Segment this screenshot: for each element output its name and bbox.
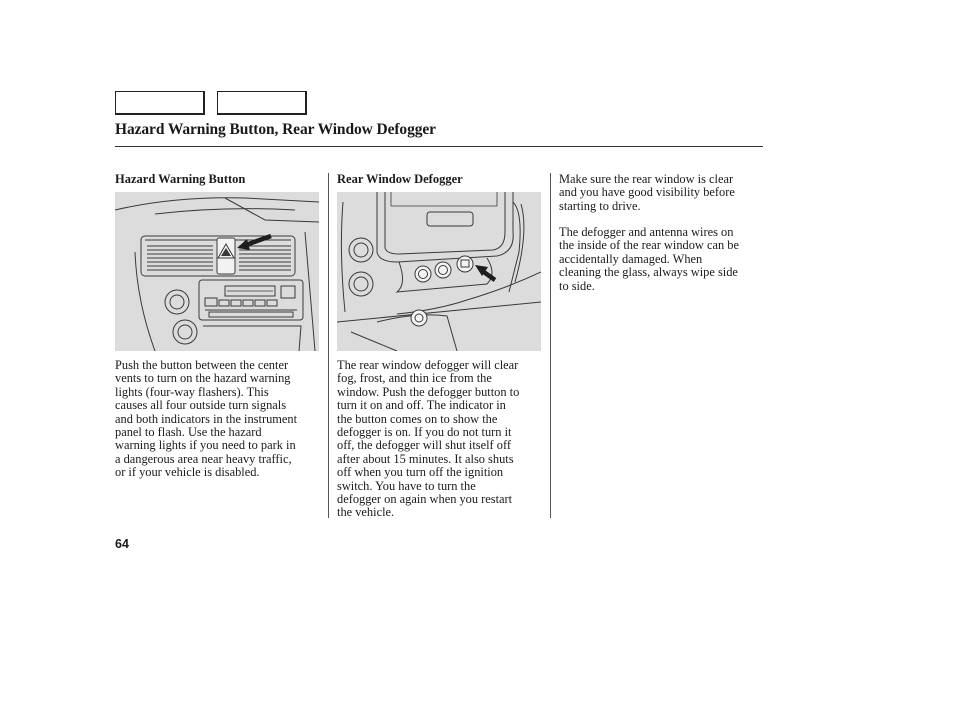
column-divider-right [550,173,551,518]
defogger-heading: Rear Window Defogger [337,172,463,186]
nav-index-button[interactable] [217,91,307,115]
column-divider-left [328,173,329,518]
rear-window-defogger-illustration [337,192,541,351]
hazard-heading: Hazard Warning Button [115,172,246,186]
page-number: 64 [115,537,129,551]
wire-damage-note: The defogger and antenna wires on the inside of the rear window can be accidentally damaged. When cleaning the glass, always wipe side to side. [559,225,739,293]
page-title: Hazard Warning Button, Rear Window Defogger [115,121,436,138]
hazard-body-text: Push the button between the center vents to turn on the hazard warning lights (four-way flashers). This causes all four outside turn signals and both indicators in the instrument panel to flash. Use the hazard warning lights if you need to park in a dangerous area near heavy traffic, or if your vehicle is disabled. [115,358,298,480]
hazard-warning-button-illustration [115,192,319,351]
title-divider [115,146,763,147]
visibility-note: Make sure the rear window is clear and you have good visibility before starting to drive. [559,172,735,213]
nav-main-menu-button[interactable] [115,91,205,115]
defogger-body-text: The rear window defogger will clear fog, frost, and thin ice from the window. Push the defogger button to turn it on and off. The indicator in the button comes on to show the defogger is on. If you do not turn it off, the defogger will shut itself off after about 15 minutes. It also shuts off when you turn off the ignition switch. You have to turn the defogger on again when you restart the vehicle. [337,358,520,520]
